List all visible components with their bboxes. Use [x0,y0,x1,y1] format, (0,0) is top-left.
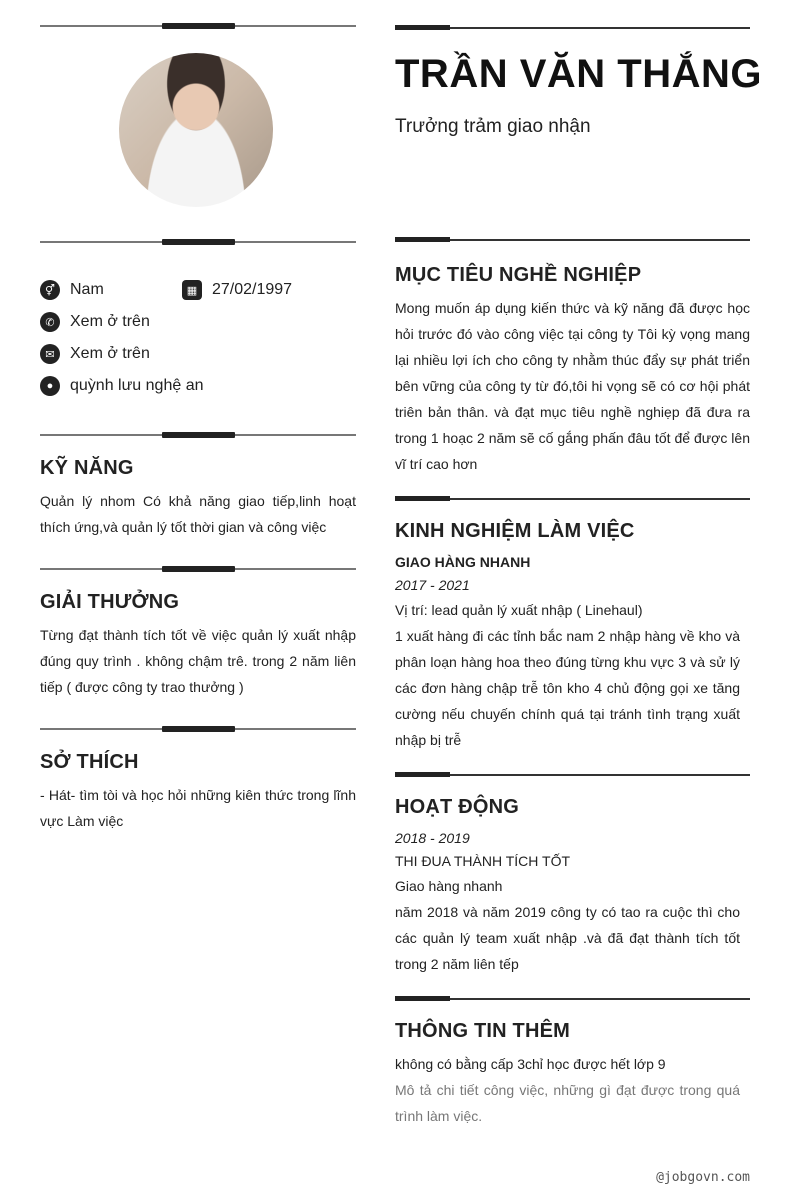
objective-text: Mong muốn áp dụng kiến thức và kỹ năng đã được học hỏi trước đó vào công việc tại công ty Tôi kỳ vọng mang lại nhiều lợi ích cho công ty nhằm thúc đẩy sự phát triển bên vững của công ty từ đó,tôi hi vọng sẽ có cơ hội phát triên bản thân. và đạt mục tiêu nghề nghiẹp đã đưa ra trong 1 hoạc 2 năm sẽ cố gắng phấn đâu tốt để được lên vĩ trí cao hơn [395,300,750,472]
dob-row [182,280,292,300]
activities-period: 2018 - 2019 [395,830,470,846]
experience-position: Vị trí: lead quản lý xuất nhập ( Linehaul) [395,602,643,618]
email-icon: ✉ [40,344,60,364]
email-row [40,344,150,364]
footer-watermark: @jobgovn.com [656,1170,750,1185]
activities-description: năm 2018 và năm 2019 công ty có tao ra cuộc thì cho các quản lý team xuất nhập .và đã đạt thành tích tốt trong 2 năm liên tếp [395,904,740,972]
awards-title: GIẢI THƯỞNG [40,591,180,613]
experience-title: KINH NGHIỆM LÀM VIỆC [395,520,635,542]
calendar-icon: ▦ [182,280,202,300]
gender-row [40,280,104,300]
avatar [119,53,273,207]
address-value: quỳnh lưu nghệ an [70,377,204,394]
dob-value: 27/02/1997 [212,281,293,298]
divider [395,771,750,779]
email-value: Xem ở trên [70,345,150,362]
additional-title: THÔNG TIN THÊM [395,1020,571,1042]
divider [40,21,356,31]
phone-row [40,312,150,332]
additional-placeholder: Mô tả chi tiết công việc, những gì đạt được trong quá trình làm việc. [395,1082,740,1124]
divider [40,430,356,440]
divider [40,724,356,734]
divider [395,236,750,244]
experience-company: GIAO HÀNG NHANH [395,554,531,570]
divider [40,564,356,574]
job-title: Trưởng trảm giao nhận [395,116,591,137]
experience-description: 1 xuất hàng đi các tỉnh bắc nam 2 nhập hàng về kho và phân loạn hàng hoa theo đúng từng khu vực 3 và sử lý các đơn hàng chập trễ tôn kho 4 chủ động gọi xe tăng cường nếu chuyến chính quá tại tránh tình trạng xuất nhập bị trễ [395,628,740,748]
skills-text: Quản lý nhom Có khả năng giao tiếp,linh hoạt thích ứng,và quản lý tốt thời gian và công việc [40,493,356,535]
location-icon: ● [40,376,60,396]
divider [40,237,356,247]
gender-icon: ⚥ [40,280,60,300]
experience-period: 2017 - 2021 [395,577,470,593]
divider [395,24,750,32]
objective-title: MỤC TIÊU NGHỀ NGHIỆP [395,264,642,286]
skills-title: KỸ NĂNG [40,457,134,479]
hobbies-title: SỞ THÍCH [40,751,139,773]
activities-org: Giao hàng nhanh [395,878,503,894]
gender-value: Nam [70,281,104,298]
activities-name: THI ĐUA THÀNH TÍCH TỐT [395,853,571,869]
address-row [40,376,203,396]
phone-icon: ✆ [40,312,60,332]
activities-title: HOẠT ĐỘNG [395,796,520,818]
divider [395,495,750,503]
additional-text: không có bằng cấp 3chỉ học được hết lớp 9 [395,1056,666,1072]
phone-value: Xem ở trên [70,313,150,330]
awards-text: Từng đạt thành tích tốt về việc quản lý xuất nhập đúng quy trình . không chậm trê. trong 2 năm liên tiếp ( được công ty trao thưởng ) [40,627,356,695]
hobbies-text: - Hát- tìm tòi và học hỏi những kiên thức trong lĩnh vực Làm việc [40,787,356,829]
divider [395,995,750,1003]
candidate-name: TRẦN VĂN THẮNG [395,52,762,96]
